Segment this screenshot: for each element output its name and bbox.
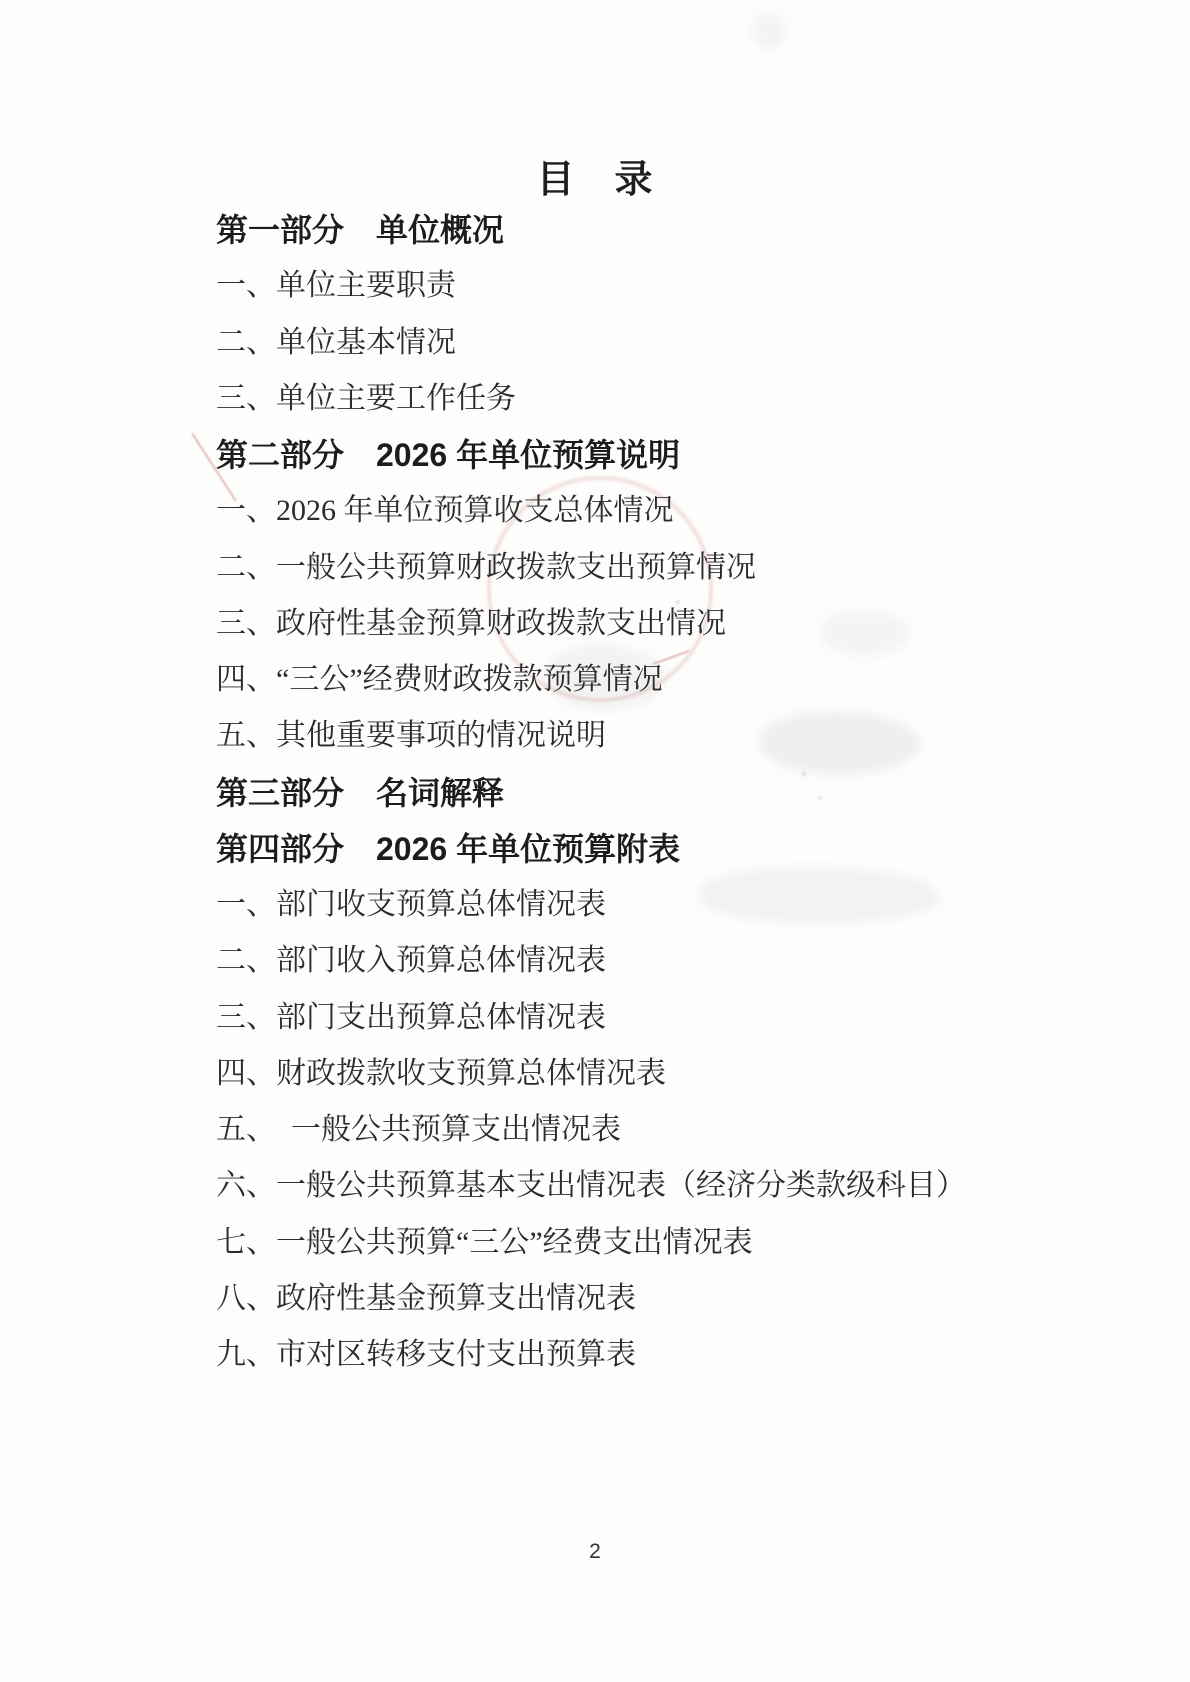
page-number: 2 (589, 1540, 601, 1563)
toc-item: 三、政府性基金预算财政拨款支出情况 (216, 606, 726, 640)
toc-item: 三、单位主要工作任务 (216, 381, 516, 415)
toc-section-heading: 第四部分 2026 年单位预算附表 (216, 830, 681, 867)
toc-item: 二、单位基本情况 (216, 325, 456, 359)
toc-item: 五、 一般公共预算支出情况表 (216, 1113, 621, 1146)
toc-item: 八、政府性基金预算支出情况表 (216, 1281, 636, 1315)
toc-section-heading: 第二部分 2026 年单位预算说明 (216, 437, 681, 473)
table-of-contents (216, 202, 1160, 1383)
toc-item: 四、财政拨款收支预算总体情况表 (216, 1056, 666, 1090)
toc-item: 九、市对区转移支付支出预算表 (216, 1338, 636, 1371)
toc-item: 一、单位主要职责 (216, 269, 456, 303)
toc-item: 一、2026 年单位预算收支总体情况 (216, 494, 674, 528)
toc-item: 六、一般公共预算基本支出情况表（经济分类款级科目） (216, 1169, 966, 1203)
toc-section-heading: 第三部分 名词解释 (216, 774, 505, 811)
toc-item: 三、部门支出预算总体情况表 (216, 1000, 606, 1034)
toc-item: 四、“三公”经费财政拨款预算情况 (216, 663, 663, 696)
toc-item: 五、其他重要事项的情况说明 (216, 719, 606, 753)
toc-item: 一、部门收支预算总体情况表 (216, 888, 606, 921)
scan-smudge (752, 12, 786, 50)
page-title: 目 录 (536, 159, 654, 201)
toc-item: 七、一般公共预算“三公”经费支出情况表 (216, 1225, 753, 1259)
toc-item: 二、部门收入预算总体情况表 (216, 944, 606, 978)
toc-section-heading: 第一部分 单位概况 (216, 212, 505, 248)
toc-item: 二、一般公共预算财政拨款支出预算情况 (216, 550, 756, 584)
